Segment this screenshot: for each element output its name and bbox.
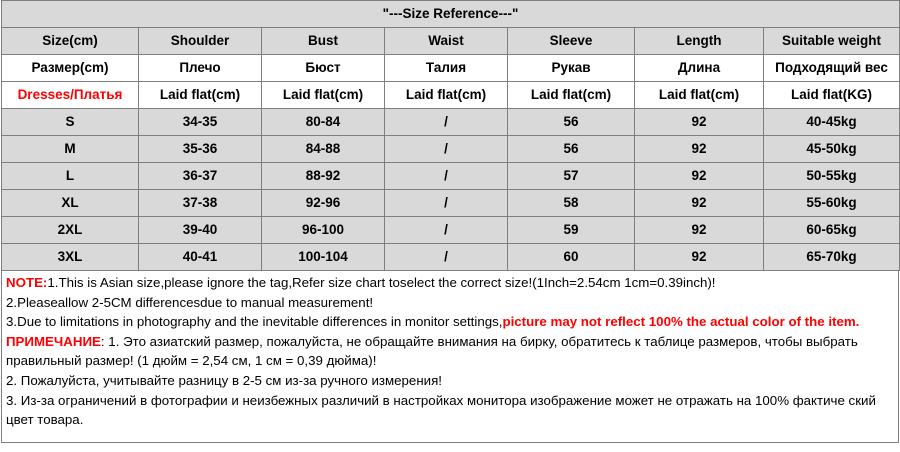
note-3-text: 3.Due to limitations in photography and the inevitable differences in monitor settings, [6,314,503,330]
table-row-cell: 39-40 [139,217,262,244]
notes-section [1,271,899,443]
note-1-text: 1.This is Asian size,please ignore the tag,Refer size chart toselect the correct size!(1Inch=2.54cm 1cm=0.39inch)! [47,275,716,290]
note-3 [6,312,894,332]
table-row [2,217,900,244]
ru-note-1 [6,332,894,371]
header-row-en-cell: Shoulder [139,28,262,55]
header-row-ru [2,55,900,82]
header-row-en [2,28,900,55]
table-row-cell: / [385,136,508,163]
table-row-cell: 60 [508,244,635,271]
measure-row-cell: Laid flat(cm) [262,82,385,109]
header-row-ru-cell: Рукав [508,55,635,82]
measure-row-cell: Laid flat(cm) [139,82,262,109]
table-row-cell: 45-50kg [764,136,900,163]
ru-note-1-text: : 1. Это азиатский размер, пожалуйста, не обращайте внимания на бирку, обратитесь к таблице размеров, чтобы выбрать правильный размер! (1 дюйм = 2,54 см, 1 см = 0,39 дюйма)! [6,333,858,369]
header-row-en-cell: Length [635,28,764,55]
header-row-en-cell: Sleeve [508,28,635,55]
table-row-cell: 60-65kg [764,217,900,244]
table-row-cell: S [2,109,139,136]
table-row-cell: 84-88 [262,136,385,163]
measure-row [2,82,900,109]
header-row-ru-cell: Талия [385,55,508,82]
note-2: 2.Pleaseallow 2-5CM differencesdue to manual measurement! [6,294,374,310]
header-row-en-cell: Bust [262,28,385,55]
table-row-cell: 92 [635,109,764,136]
table-row-cell: 100-104 [262,244,385,271]
measure-row-cell: Laid flat(cm) [635,82,764,109]
header-row-ru-cell: Размер(cm) [2,55,139,82]
table-row [2,136,900,163]
header-row-ru-cell: Подходящий вес [764,55,900,82]
table-row [2,163,900,190]
chart-title: "---Size Reference---" [2,1,900,28]
table-row-cell: 59 [508,217,635,244]
table-row-cell: 57 [508,163,635,190]
table-row-cell: 92 [635,244,764,271]
size-table-body [2,1,900,271]
table-row-cell: 55-60kg [764,190,900,217]
table-row [2,109,900,136]
measure-row-cell: Laid flat(cm) [385,82,508,109]
header-row-en-cell: Suitable weight [764,28,900,55]
table-row [2,190,900,217]
table-row-cell: 3XL [2,244,139,271]
table-row-cell: 50-55kg [764,163,900,190]
size-table [1,0,900,271]
ru-note-3: 3. Из-за ограничений в фотографии и неизбежных различий в настройках монитора изображение может не отражать на 100% фактиче ский цвет товара. [6,392,876,428]
header-row-en-cell: Size(cm) [2,28,139,55]
header-row-en-cell: Waist [385,28,508,55]
header-row-ru-cell: Бюст [262,55,385,82]
ru-note-2: 2. Пожалуйста, учитывайте разницу в 2-5 см из-за ручного измерения! [6,372,442,388]
measure-row-cell: Laid flat(KG) [764,82,900,109]
table-row-cell: 92 [635,163,764,190]
table-row-cell: 65-70kg [764,244,900,271]
table-row-cell: 36-37 [139,163,262,190]
ru-note-label: ПРИМЕЧАНИЕ [6,333,101,349]
measure-row-cell: Laid flat(cm) [508,82,635,109]
table-row-cell: 40-45kg [764,109,900,136]
table-row-cell: / [385,244,508,271]
table-row-cell: 92 [635,217,764,244]
table-row-cell: M [2,136,139,163]
table-row-cell: L [2,163,139,190]
table-row-cell: 80-84 [262,109,385,136]
table-row-cell: 88-92 [262,163,385,190]
measure-row-cell: Dresses/Платья [2,82,139,109]
table-row-cell: / [385,109,508,136]
table-row-cell: 92 [635,190,764,217]
table-row-cell: 96-100 [262,217,385,244]
table-row-cell: / [385,190,508,217]
table-row-cell: / [385,217,508,244]
table-row [2,244,900,271]
table-row-cell: 40-41 [139,244,262,271]
note-label: NOTE: [6,275,48,290]
table-row-cell: 35-36 [139,136,262,163]
note-1 [6,273,894,293]
header-row-ru-cell: Плечо [139,55,262,82]
size-chart [1,0,899,443]
table-row-cell: 37-38 [139,190,262,217]
header-row-ru-cell: Длина [635,55,764,82]
table-row-cell: 56 [508,109,635,136]
table-row-cell: / [385,163,508,190]
note-3-red: picture may not reflect 100% the actual color of the item. [502,314,860,330]
table-row-cell: 34-35 [139,109,262,136]
table-row-cell: 92-96 [262,190,385,217]
table-row-cell: 58 [508,190,635,217]
table-row-cell: 92 [635,136,764,163]
table-row-cell: 56 [508,136,635,163]
table-row-cell: XL [2,190,139,217]
table-row-cell: 2XL [2,217,139,244]
